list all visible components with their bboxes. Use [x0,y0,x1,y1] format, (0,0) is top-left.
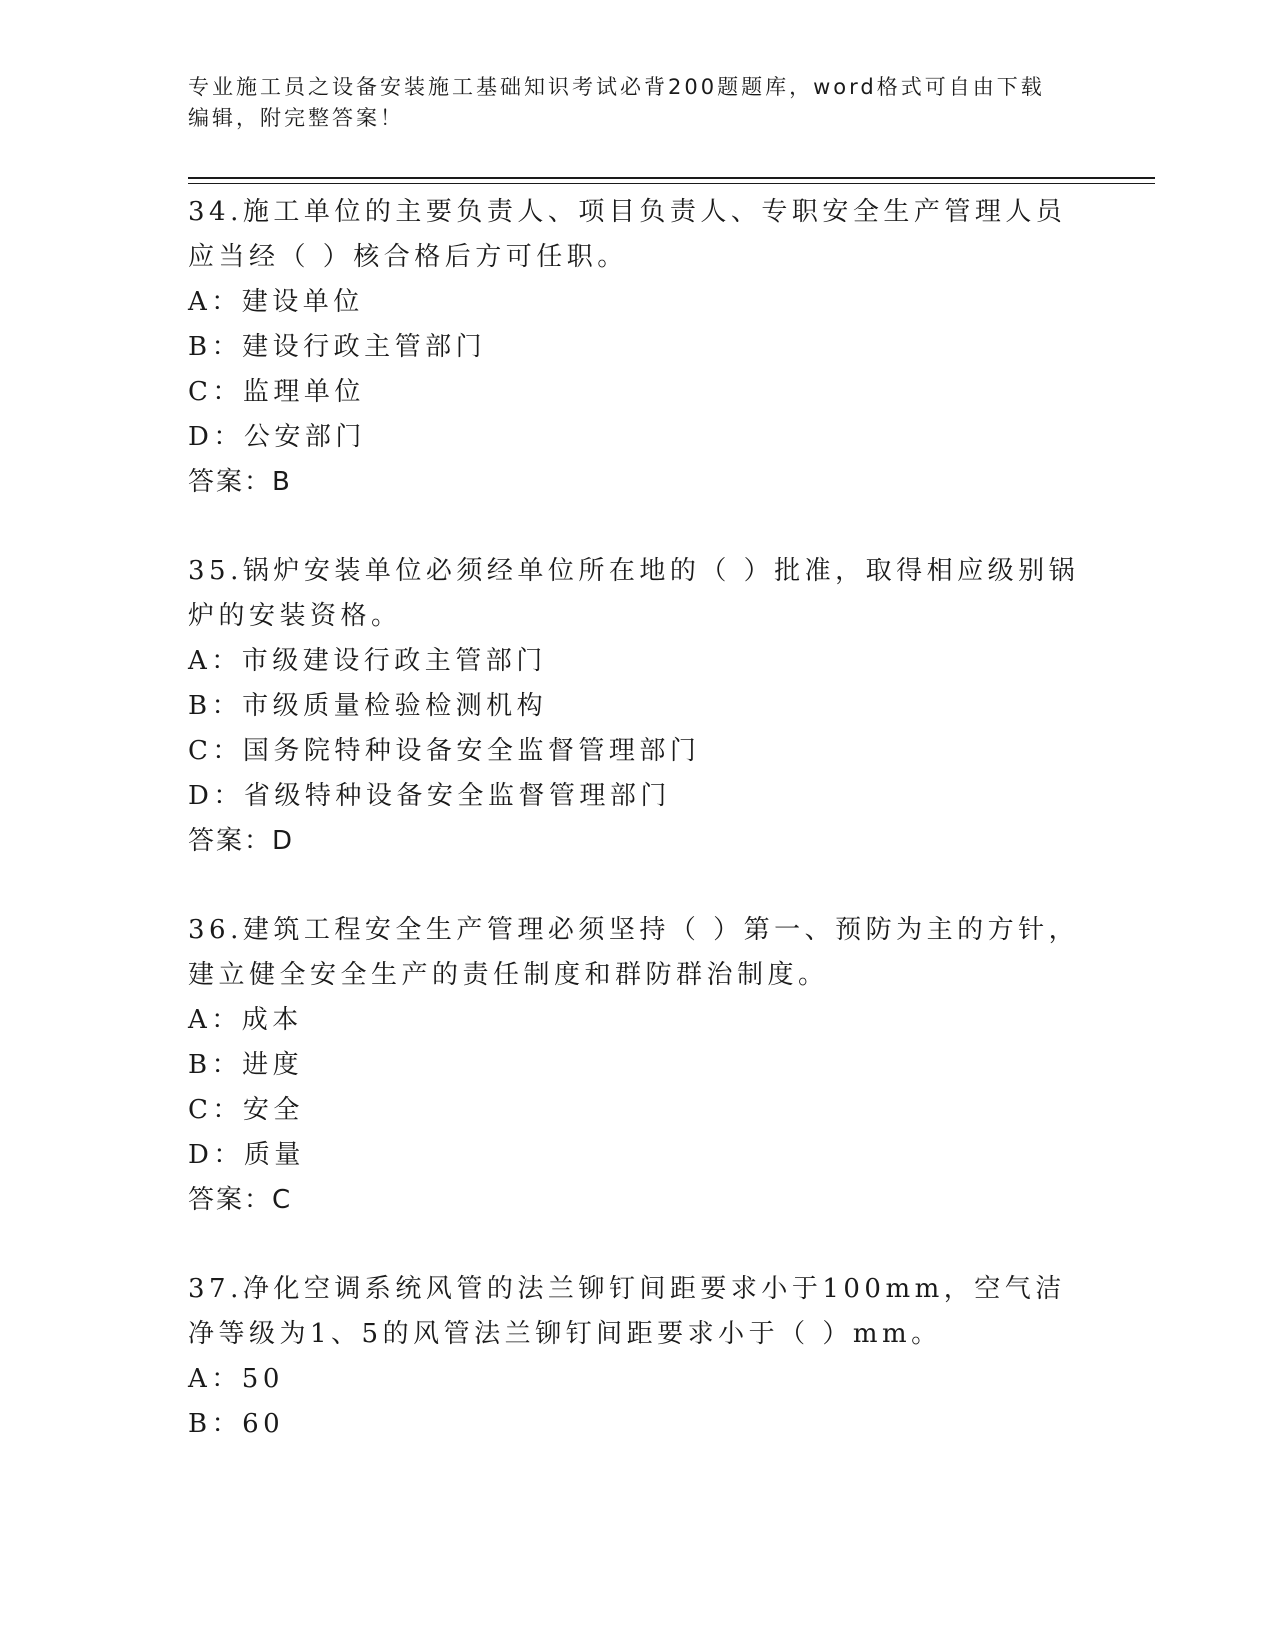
question-stem: 34.施工单位的主要负责人、项目负责人、专职安全生产管理人员应当经（ ）核合格后方可任职。 [188,197,1067,272]
option-d: D：省级特种设备安全监督管理部门 [188,781,671,811]
option-a: A：50 [188,1364,284,1394]
header-divider-thin [188,183,1155,184]
document-header [188,72,1068,134]
question-stem: 36.建筑工程安全生产管理必须坚持（ ）第一、预防为主的方针，建立健全安全生产的责任制度和群防群治制度。 [188,915,1080,990]
question-stem: 35.锅炉安装单位必须经单位所在地的（ ）批准，取得相应级别锅炉的安装资格。 [188,556,1080,631]
option-b: B：建设行政主管部门 [188,332,487,362]
option-c: C：国务院特种设备安全监督管理部门 [188,736,701,766]
question-35 [188,549,1088,864]
option-c: C：安全 [188,1095,304,1125]
option-d: D：质量 [188,1140,305,1170]
answer-line: 答案：B [188,467,292,497]
option-b: B：进度 [188,1050,304,1080]
option-a: A：成本 [188,1005,303,1035]
option-a: A：市级建设行政主管部门 [188,646,547,676]
option-c: C：监理单位 [188,377,365,407]
question-37 [188,1267,1088,1447]
option-d: D：公安部门 [188,422,366,452]
question-36 [188,908,1088,1223]
question-34 [188,190,1088,505]
question-stem: 37.净化空调系统风管的法兰铆钉间距要求小于100mm，空气洁净等级为1、5的风管法兰铆钉间距要求小于（ ）mm。 [188,1274,1066,1349]
answer-line: 答案：C [188,1185,293,1215]
answer-line: 答案：D [188,826,295,856]
header-title: 专业施工员之设备安装施工基础知识考试必背200题题库，word格式可自由下载编辑，附完整答案！ [188,75,1045,130]
header-divider-thick [188,177,1155,179]
option-a: A：建设单位 [188,287,364,317]
option-b: B：市级质量检验检测机构 [188,691,548,721]
option-b: B：60 [188,1409,285,1439]
question-list [188,190,1088,1491]
